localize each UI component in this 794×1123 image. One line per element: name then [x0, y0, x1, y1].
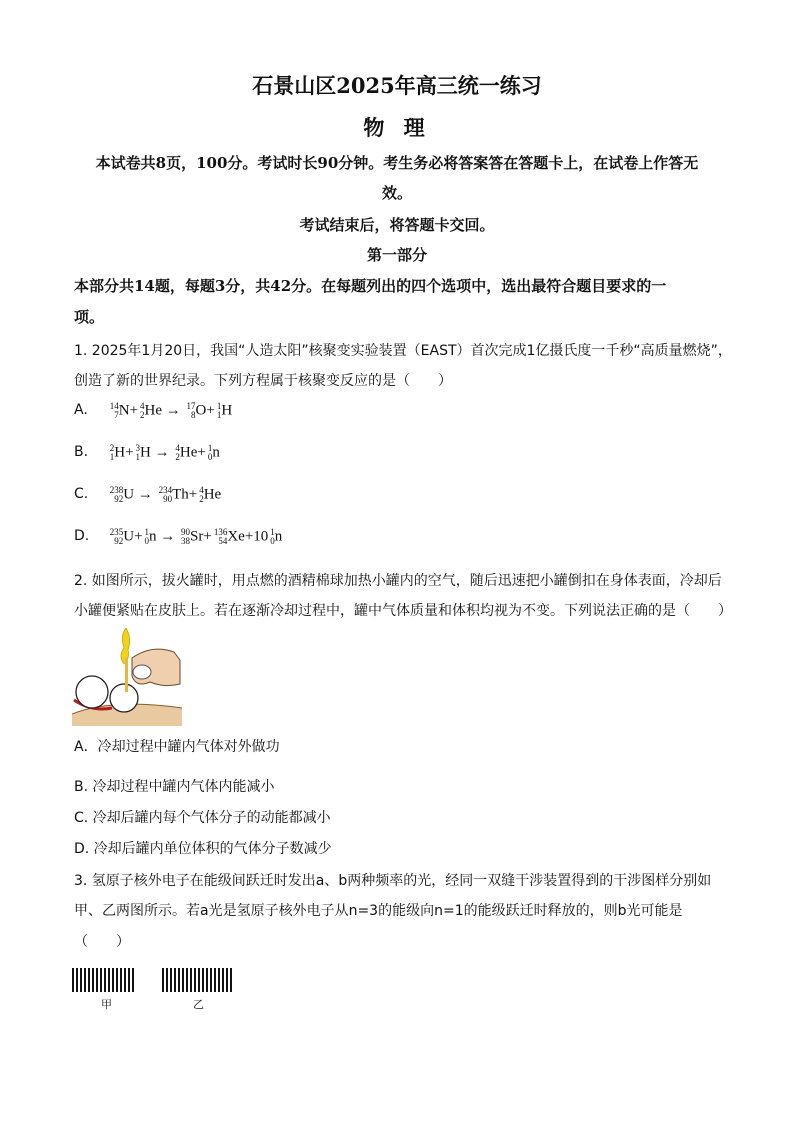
q1-option-c[interactable]: C. 238 92 U → 234 90 Th+ 4 2 He: [74, 485, 222, 504]
fringe-bar: [88, 968, 90, 992]
section-desc-line-2: 项。: [74, 308, 105, 326]
fringe-pattern-yi: [162, 968, 232, 992]
exam-subject: 物 理: [363, 115, 431, 140]
q2-stem-line-1: 2. 如图所示，拔火罐时，用点燃的酒精棉球加热小罐内的空气，随后迅速把小罐倒扣在身体表面，冷却后: [74, 573, 722, 589]
fringe-bar: [186, 968, 188, 992]
fringe-bar: [112, 968, 114, 992]
q1-stem-line-1: 1. 2025年1月20日，我国“人造太阳”核聚变实验装置（EAST）首次完成1亿摄氏度一千秒“高质量燃烧”，: [74, 343, 732, 359]
q1-option-b[interactable]: B. 2 1 H+ 3 1 H → 4 2 He+ 1 0 n: [74, 443, 220, 462]
fringe-bar: [162, 968, 164, 992]
section-desc-line-1: 本部分共14题，每题3分，共42分。在每题列出的四个选项中，选出最符合题目要求的一: [74, 277, 667, 295]
fringe-pattern-jia: [72, 968, 134, 992]
q2-option-c[interactable]: C. 冷却后罐内每个气体分子的动能都减小: [74, 810, 331, 826]
fringe-bar: [222, 968, 224, 992]
fringe-bar: [84, 968, 86, 992]
cupping-illustration: [72, 628, 182, 726]
fringe-bar: [76, 968, 78, 992]
fringe-bar: [108, 968, 110, 992]
instruction-line-3: 考试结束后，将答题卡交回。: [299, 216, 495, 234]
fringe-bar: [72, 968, 74, 992]
fringe-bar: [128, 968, 130, 992]
cup-left: [76, 676, 108, 708]
section-title: 第一部分: [366, 246, 427, 264]
fringe-bar: [96, 968, 98, 992]
fringe-bar: [124, 968, 126, 992]
fringe-bar: [120, 968, 122, 992]
fringe-bar: [132, 968, 134, 992]
fringe-bar: [104, 968, 106, 992]
cotton-stick: [125, 658, 128, 692]
fringe-bar: [214, 968, 216, 992]
q2-stem-line-2: 小罐便紧贴在皮肤上。若在逐渐冷却过程中，罐中气体质量和体积均视为不变。下列说法正确的是（ ）: [74, 603, 732, 619]
q1-stem-line-2: 创造了新的世界纪录。下列方程属于核聚变反应的是（ ）: [74, 373, 452, 389]
label-jia: 甲: [101, 998, 112, 1011]
fringe-bar: [230, 968, 232, 992]
fringe-bar: [198, 968, 200, 992]
fringe-bar: [116, 968, 118, 992]
cotton-ball: [133, 665, 151, 679]
q2-option-d[interactable]: D. 冷却后罐内单位体积的气体分子数减少: [74, 841, 332, 857]
fringe-bar: [202, 968, 204, 992]
q3-stem-line-2: 甲、乙两图所示。若a光是氢原子核外电子从n=3的能级向n=1的能级跃迁时释放的，则b光可能是: [74, 903, 683, 919]
q2-option-a[interactable]: A．冷却过程中罐内气体对外做功: [74, 739, 280, 755]
exam-title: 石景山区2025年高三统一练习: [252, 73, 542, 98]
fringe-bar: [166, 968, 168, 992]
fringe-bar: [218, 968, 220, 992]
fringe-bar: [178, 968, 180, 992]
fringe-bar: [92, 968, 94, 992]
q3-stem-line-3: （ ）: [74, 934, 130, 950]
q1-option-a[interactable]: A. 14 7 N+ 4 2 He → 17 8 O+ 1 1 H: [74, 401, 233, 420]
fringe-bar: [100, 968, 102, 992]
instruction-line-1: 本试卷共8页，100分。考试时长90分钟。考生务必将答案答在答题卡上，在试卷上作答无: [95, 154, 699, 172]
fringe-bar: [182, 968, 184, 992]
fringe-bar: [210, 968, 212, 992]
q1-option-d[interactable]: D. 235 92 U+ 1 0 n → 90 38 Sr+ 136 54 Xe+10 1 0 n: [74, 527, 283, 546]
fringe-bar: [226, 968, 228, 992]
label-yi: 乙: [193, 998, 204, 1011]
fringe-bar: [170, 968, 172, 992]
q2-option-b[interactable]: B. 冷却过程中罐内气体内能减小: [74, 779, 275, 795]
instruction-line-2: 效。: [381, 184, 412, 202]
fringe-bar: [80, 968, 82, 992]
q3-stem-line-1: 3. 氢原子核外电子在能级间跃迁时发出a、b两种频率的光，经同一双缝干涉装置得到的干涉图样分别如: [74, 873, 712, 889]
fringe-bar: [190, 968, 192, 992]
fringe-bar: [174, 968, 176, 992]
fringe-bar: [194, 968, 196, 992]
fringe-bar: [206, 968, 208, 992]
cup-right: [110, 684, 138, 712]
